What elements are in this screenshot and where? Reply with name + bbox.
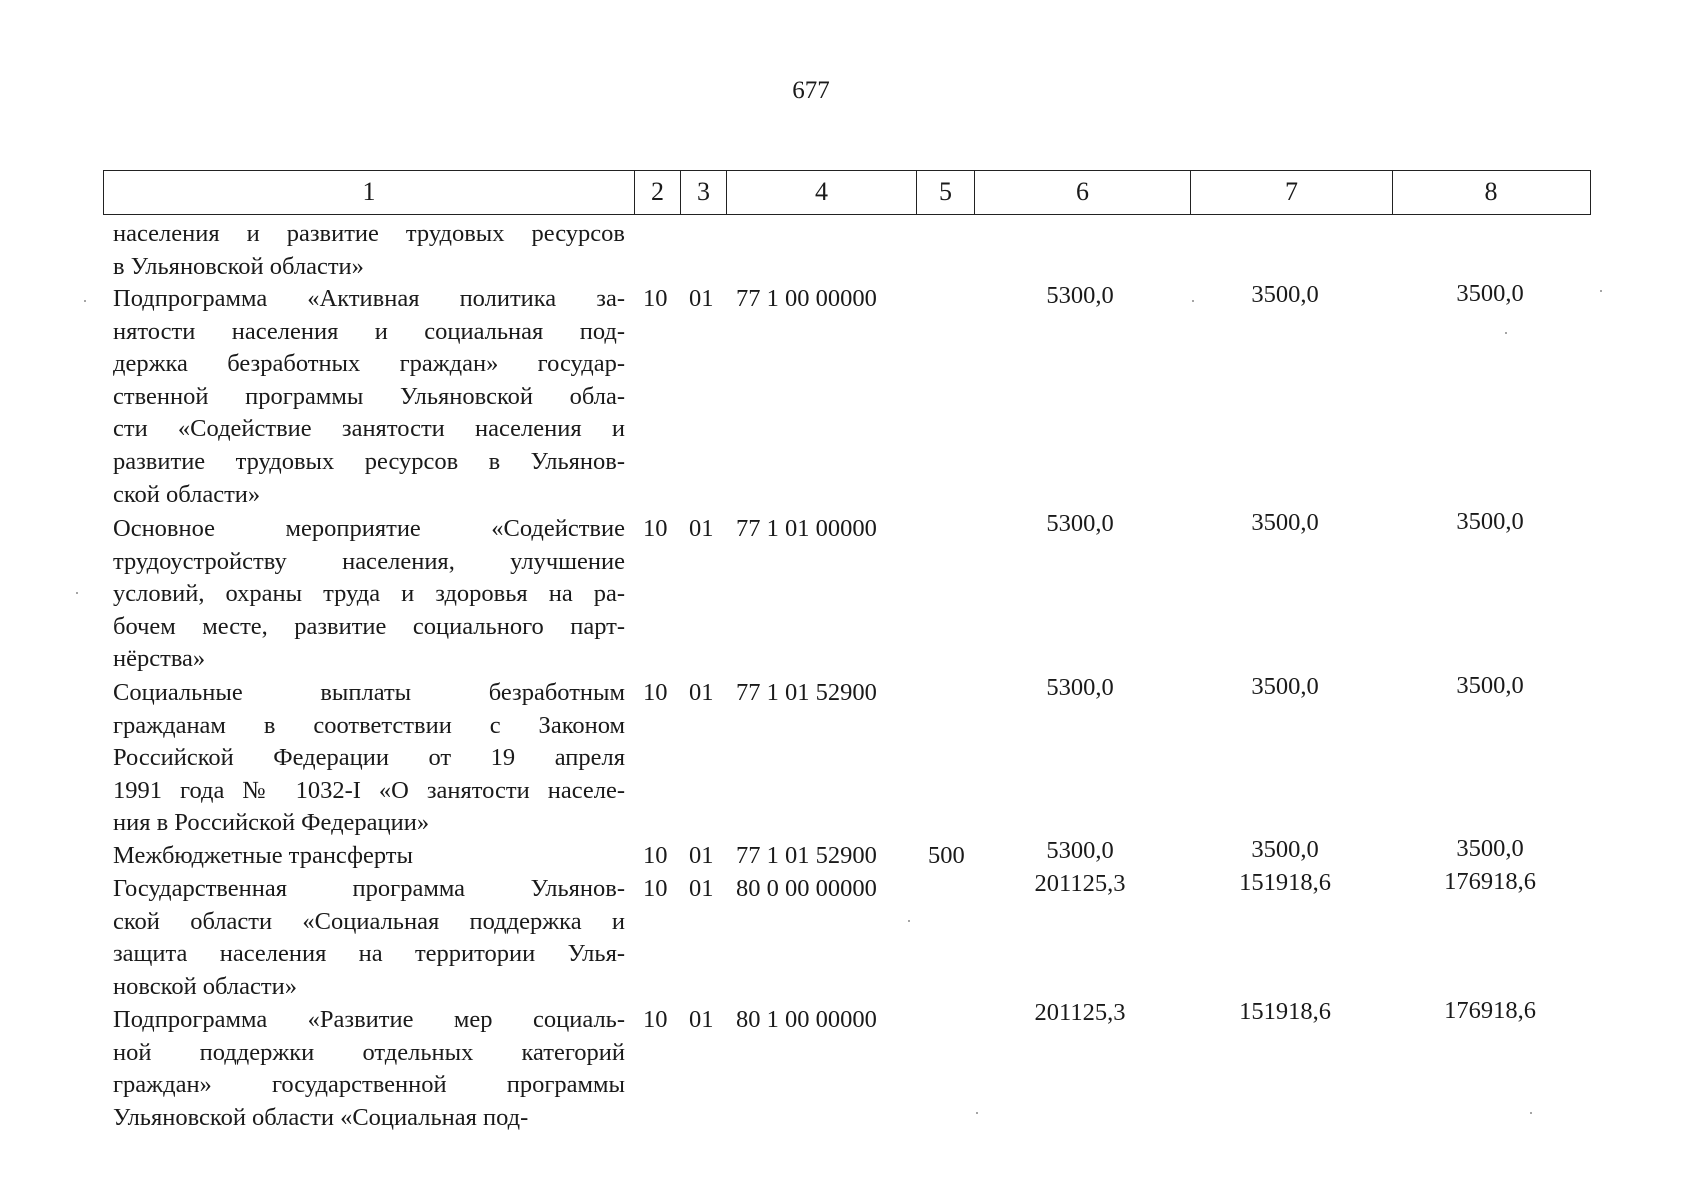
description-line: граждан» государственной программы [113, 1071, 625, 1099]
description-line: развитие трудовых ресурсов в Ульянов- [113, 447, 625, 475]
description-line: Социальные выплаты безработным [113, 679, 625, 706]
row-amount-col-7: 3500,0 [1251, 673, 1319, 700]
row-description [113, 840, 625, 873]
row-description [113, 513, 625, 676]
scan-speck [1192, 300, 1194, 302]
description-line: ния в Российской Федерации» [113, 809, 430, 837]
row-amount-col-7: 3500,0 [1251, 509, 1319, 536]
row-amount-col-6: 5300,0 [1046, 837, 1114, 864]
row-code-c2: 10 [643, 679, 668, 706]
description-line: ной поддержки отдельных категорий [113, 1038, 625, 1066]
row-amount-col-6: 5300,0 [1046, 674, 1114, 701]
row-description [113, 677, 625, 840]
row-code-c3: 01 [689, 285, 714, 312]
description-line: ской области» [113, 480, 261, 508]
row-code-c2: 10 [643, 1006, 668, 1033]
row-amount-col-8: 3500,0 [1456, 835, 1524, 862]
description-line: Подпрограмма «Развитие мер социаль- [113, 1006, 625, 1033]
description-line: Подпрограмма «Активная политика за- [113, 285, 625, 312]
row-code-c3: 01 [689, 515, 714, 542]
description-line: Основное мероприятие «Содействие [113, 515, 625, 542]
row-amount-col-7: 3500,0 [1251, 836, 1319, 863]
header-col-4: 4 [726, 171, 916, 214]
row-amount-col-6: 5300,0 [1046, 510, 1114, 537]
header-col-8: 8 [1392, 171, 1589, 214]
row-amount-col-7: 151918,6 [1239, 998, 1331, 1025]
scan-speck [76, 592, 78, 594]
row-amount-col-8: 3500,0 [1456, 508, 1524, 535]
header-col-3: 3 [680, 171, 726, 214]
description-line: Межбюджетные трансферты [113, 842, 413, 869]
row-code-c4: 80 0 00 00000 [736, 875, 877, 902]
row-amount-col-8: 3500,0 [1456, 672, 1524, 699]
row-amount-col-7: 151918,6 [1239, 869, 1331, 896]
description-line: Ульяновской области «Социальная под- [113, 1103, 529, 1131]
row-code-c4: 77 1 01 52900 [736, 679, 877, 706]
row-code-c2: 10 [643, 842, 668, 869]
row-code-c4: 80 1 00 00000 [736, 1006, 877, 1033]
header-col-5: 5 [916, 171, 974, 214]
scan-speck [1530, 1112, 1532, 1114]
description-line: условий, охраны труда и здоровья на ра- [113, 580, 625, 608]
row-description [113, 283, 625, 511]
row-code-c3: 01 [689, 1006, 714, 1033]
row-amount-col-6: 201125,3 [1034, 870, 1126, 897]
row-amount-col-6: 5300,0 [1046, 282, 1114, 309]
description-line: держка безработных граждан» государ- [113, 350, 625, 378]
description-line: нёрства» [113, 645, 206, 673]
scan-speck [1600, 290, 1602, 292]
table-header [103, 170, 1591, 215]
scan-speck [976, 1112, 978, 1114]
description-line: бочем месте, развитие социального парт- [113, 612, 625, 640]
row-code-c5: 500 [928, 842, 965, 869]
scan-speck [84, 300, 86, 302]
header-col-2: 2 [634, 171, 680, 214]
row-code-c4: 77 1 01 52900 [736, 842, 877, 869]
description-line: Государственная программа Ульянов- [113, 875, 625, 902]
description-line: ской области «Социальная поддержка и [113, 907, 625, 935]
row-amount-col-8: 176918,6 [1444, 868, 1536, 895]
row-description [113, 1004, 625, 1134]
row-amount-col-6: 201125,3 [1034, 999, 1126, 1026]
description-line: Российской Федерации от 19 апреля [113, 744, 625, 772]
header-col-6: 6 [974, 171, 1190, 214]
row-code-c4: 77 1 01 00000 [736, 515, 877, 542]
description-line: новской области» [113, 972, 297, 1000]
row-amount-col-8: 3500,0 [1456, 280, 1524, 307]
description-line: защита населения на территории Улья- [113, 940, 625, 968]
description-line: трудоустройству населения, улучшение [113, 547, 625, 575]
row-code-c2: 10 [643, 285, 668, 312]
row-code-c3: 01 [689, 842, 714, 869]
description-line: 1991 года № 1032-I «О занятости населе- [113, 776, 625, 804]
row-amount-col-8: 176918,6 [1444, 997, 1536, 1024]
row-description [113, 873, 625, 1003]
row-code-c2: 10 [643, 875, 668, 902]
scan-speck [1505, 332, 1507, 334]
scan-speck [908, 920, 910, 922]
description-line: нятости населения и социальная под- [113, 317, 625, 345]
header-col-1: 1 [362, 177, 376, 206]
row-code-c3: 01 [689, 679, 714, 706]
row-code-c4: 77 1 00 00000 [736, 285, 877, 312]
row-description [113, 218, 625, 283]
page-number: 677 [792, 77, 830, 104]
header-col-7: 7 [1190, 171, 1392, 214]
description-line: населения и развитие трудовых ресурсов [113, 220, 625, 247]
description-line: в Ульяновской области» [113, 252, 364, 280]
row-code-c3: 01 [689, 875, 714, 902]
description-line: сти «Содействие занятости населения и [113, 415, 625, 443]
row-amount-col-7: 3500,0 [1251, 281, 1319, 308]
description-line: ственной программы Ульяновской обла- [113, 382, 625, 410]
description-line: гражданам в соответствии с Законом [113, 711, 625, 739]
row-code-c2: 10 [643, 515, 668, 542]
